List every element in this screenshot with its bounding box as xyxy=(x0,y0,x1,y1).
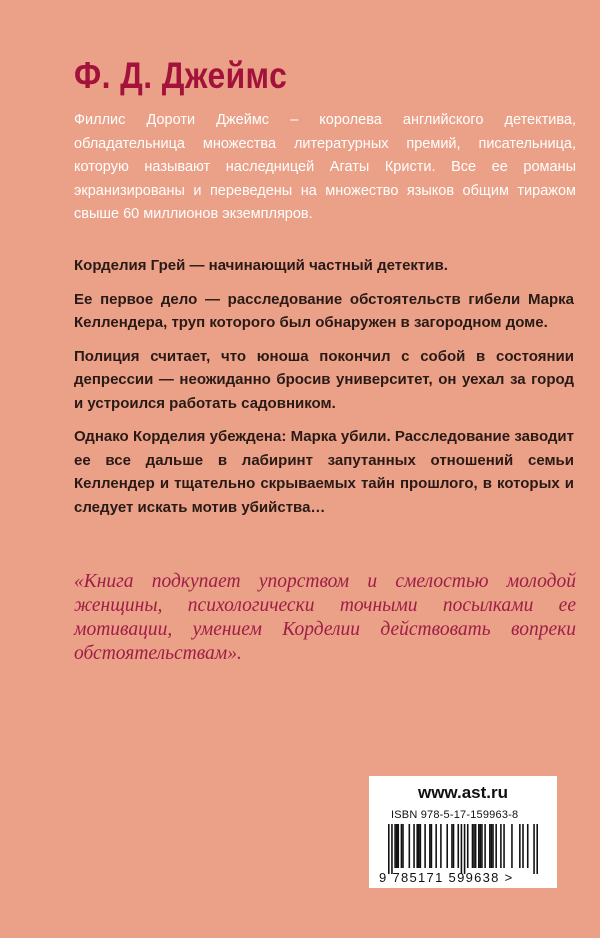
review-quote: «Книга подкупает упорством и смелостью молодой женщины, психологически точными посылками ее мотивации, умением Корделии действовать вопреки обстоятельствам». xyxy=(74,571,576,664)
barcode-bar xyxy=(394,824,396,868)
barcode-bar xyxy=(503,824,505,868)
barcode-bar xyxy=(478,824,480,868)
barcode-bar xyxy=(491,824,493,868)
barcode-bar xyxy=(527,824,529,868)
barcode-bar xyxy=(435,824,437,868)
barcode-bar xyxy=(492,824,494,868)
barcode-bar xyxy=(418,824,420,868)
barcode-bar xyxy=(500,824,502,868)
barcode-bar xyxy=(446,824,448,868)
publisher-site: www.ast.ru xyxy=(417,783,509,802)
barcode-bar xyxy=(480,824,482,868)
barcode-bar xyxy=(489,824,491,868)
ean-digits: 9 785171 599638 > xyxy=(379,870,514,885)
barcode-bar xyxy=(440,824,442,868)
barcode-bar xyxy=(409,824,411,868)
barcode-bar xyxy=(457,824,459,868)
barcode-bar xyxy=(431,824,433,868)
barcode-bar xyxy=(461,824,463,874)
barcode-bar xyxy=(416,824,418,868)
barcode-bar xyxy=(519,824,521,868)
synopsis xyxy=(74,254,574,529)
barcode-bar xyxy=(533,824,535,874)
barcode-bar xyxy=(388,824,390,874)
barcode-bar xyxy=(495,824,497,868)
isbn-text: ISBN 978-5-17-159963-8 xyxy=(391,809,519,821)
barcode-bar xyxy=(396,824,398,868)
barcode-bar xyxy=(402,824,404,868)
synopsis-paragraph: Корделия Грей — начинающий частный детектив. xyxy=(74,257,448,274)
synopsis-paragraph: Однако Корделия убеждена: Марка убили. Расследование заводит ее все дальше в лабиринт запутанных отношений семьи Келлендер и тщательно скрываемых тайн прошлого, в которых и следует искать мотив убийства… xyxy=(74,428,574,516)
barcode-bar xyxy=(464,824,466,874)
barcode-bar xyxy=(511,824,513,868)
barcode-bar xyxy=(429,824,431,868)
barcode-bar xyxy=(420,824,422,868)
author-bio: Филлис Дороти Джеймс – королева английского детектива, обладательница множества литературных премий, писательница, которую называют наследницей Агаты Кристи. Все ее романы экранизированы и переведены на множество языков общим тиражом свыше 60 миллионов экземпляров. xyxy=(74,112,576,223)
barcode-bar xyxy=(481,824,483,868)
barcode-bar xyxy=(391,824,393,874)
barcode-bar xyxy=(453,824,455,868)
barcode-bar xyxy=(413,824,415,868)
barcode-bar xyxy=(472,824,474,868)
barcode-bar xyxy=(451,824,453,868)
barcode-bar xyxy=(536,824,538,874)
barcode-bar xyxy=(475,824,477,868)
barcode-bar xyxy=(397,824,399,868)
barcode-icon xyxy=(388,824,538,874)
barcode-bar xyxy=(522,824,524,868)
synopsis-paragraph: Ее первое дело — расследование обстоятельств гибели Марка Келлендера, труп которого был обнаружен в загородном доме. xyxy=(74,290,574,331)
barcode-bar xyxy=(467,824,469,868)
barcode-box xyxy=(369,776,557,888)
synopsis-paragraph: Полиция считает, что юноша покончил с собой в состоянии депрессии — неожиданно бросив университет, он уехал за город и устроился работать садовником. xyxy=(74,347,574,412)
barcode-bar xyxy=(484,824,486,868)
barcode-bar xyxy=(424,824,426,868)
barcode-bar xyxy=(401,824,403,868)
author-name: Ф. Д. Джеймс xyxy=(74,55,288,96)
barcode-bar xyxy=(473,824,475,868)
